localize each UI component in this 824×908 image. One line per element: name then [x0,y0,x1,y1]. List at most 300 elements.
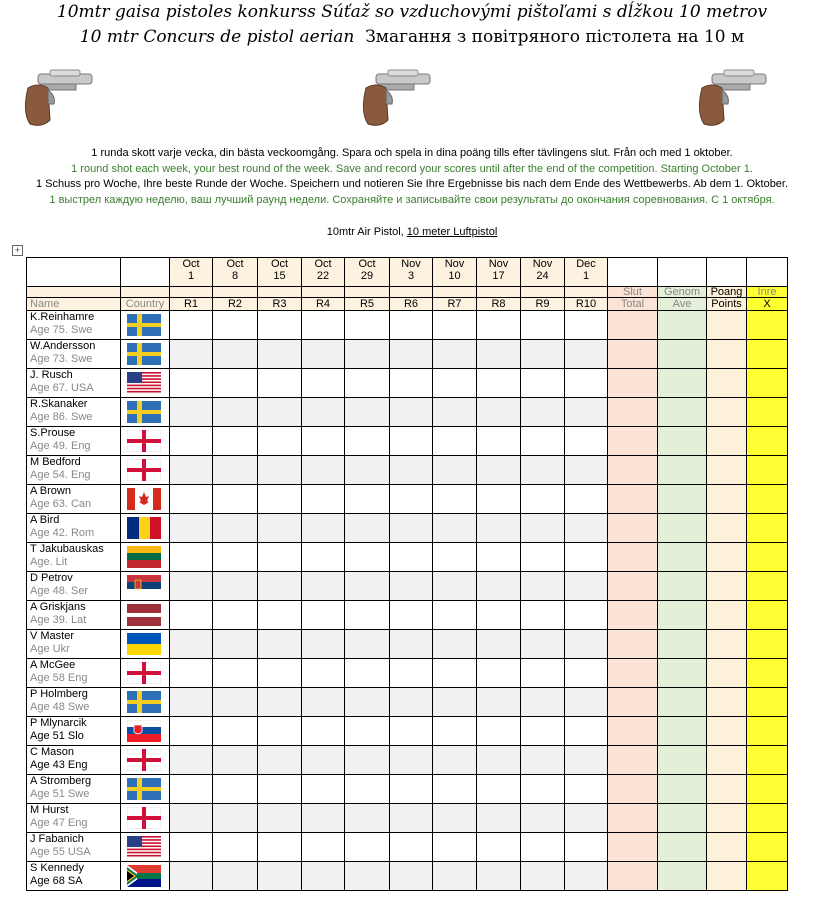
score-cell[interactable] [477,514,521,543]
score-cell[interactable] [258,369,302,398]
score-cell[interactable] [345,485,390,514]
score-cell[interactable] [213,601,258,630]
x-count-cell[interactable] [747,427,788,456]
score-cell[interactable] [302,601,345,630]
score-cell[interactable] [433,630,477,659]
ave-cell[interactable] [658,485,707,514]
score-cell[interactable] [390,601,433,630]
score-cell[interactable] [390,456,433,485]
score-cell[interactable] [477,340,521,369]
score-cell[interactable] [258,543,302,572]
score-cell[interactable] [170,311,213,340]
score-cell[interactable] [345,659,390,688]
score-cell[interactable] [433,746,477,775]
score-cell[interactable] [565,775,608,804]
ave-cell[interactable] [658,688,707,717]
ave-cell[interactable] [658,369,707,398]
score-cell[interactable] [170,514,213,543]
score-cell[interactable] [521,398,565,427]
x-count-cell[interactable] [747,659,788,688]
score-cell[interactable] [477,311,521,340]
score-cell[interactable] [433,514,477,543]
total-cell[interactable] [608,311,658,340]
score-cell[interactable] [477,775,521,804]
score-cell[interactable] [565,717,608,746]
score-cell[interactable] [345,601,390,630]
points-cell[interactable] [707,456,747,485]
x-count-cell[interactable] [747,833,788,862]
score-cell[interactable] [345,833,390,862]
ave-cell[interactable] [658,340,707,369]
score-cell[interactable] [390,775,433,804]
x-count-cell[interactable] [747,688,788,717]
score-cell[interactable] [521,572,565,601]
score-cell[interactable] [521,485,565,514]
score-cell[interactable] [565,688,608,717]
ave-cell[interactable] [658,427,707,456]
total-cell[interactable] [608,456,658,485]
total-cell[interactable] [608,717,658,746]
ave-cell[interactable] [658,746,707,775]
date-day: 1 [187,270,195,282]
x-count-cell[interactable] [747,601,788,630]
x-count-cell[interactable] [747,630,788,659]
score-cell[interactable] [258,485,302,514]
score-cell[interactable] [433,398,477,427]
score-cell[interactable] [390,311,433,340]
score-cell[interactable] [565,398,608,427]
score-cell[interactable] [213,630,258,659]
score-cell[interactable] [521,514,565,543]
score-cell[interactable] [565,485,608,514]
score-cell[interactable] [390,746,433,775]
score-cell[interactable] [258,601,302,630]
score-cell[interactable] [433,369,477,398]
points-cell[interactable] [707,717,747,746]
score-cell[interactable] [170,601,213,630]
score-cell[interactable] [521,340,565,369]
x-count-cell[interactable] [747,514,788,543]
score-cell[interactable] [258,311,302,340]
score-cell[interactable] [170,456,213,485]
score-cell[interactable] [170,485,213,514]
score-cell[interactable] [521,601,565,630]
score-cell[interactable] [213,311,258,340]
score-cell[interactable] [477,630,521,659]
score-cell[interactable] [302,717,345,746]
score-cell[interactable] [213,659,258,688]
score-cell[interactable] [170,543,213,572]
score-cell[interactable] [477,543,521,572]
player-name: A McGee [30,659,76,671]
points-cell[interactable] [707,398,747,427]
points-cell[interactable] [707,862,747,891]
score-cell[interactable] [345,427,390,456]
score-cell[interactable] [521,688,565,717]
score-cell[interactable] [433,717,477,746]
score-cell[interactable] [345,688,390,717]
total-cell[interactable] [608,485,658,514]
score-cell[interactable] [258,804,302,833]
score-cell[interactable] [170,340,213,369]
score-cell[interactable] [433,688,477,717]
score-cell[interactable] [565,369,608,398]
date-month: Oct [314,258,332,270]
score-cell[interactable] [433,833,477,862]
score-cell[interactable] [302,804,345,833]
score-cell[interactable] [170,746,213,775]
score-cell[interactable] [390,688,433,717]
score-cell[interactable] [258,688,302,717]
x-count-cell[interactable] [747,775,788,804]
score-cell[interactable] [521,775,565,804]
score-cell[interactable] [390,572,433,601]
score-cell[interactable] [477,369,521,398]
score-cell[interactable] [477,485,521,514]
score-cell[interactable] [258,630,302,659]
score-cell[interactable] [390,717,433,746]
score-cell[interactable] [390,630,433,659]
score-cell[interactable] [521,804,565,833]
player-row [27,485,788,514]
points-cell[interactable] [707,514,747,543]
score-cell[interactable] [433,427,477,456]
score-cell[interactable] [170,717,213,746]
score-cell[interactable] [170,369,213,398]
points-cell[interactable] [707,659,747,688]
total-cell[interactable] [608,398,658,427]
score-cell[interactable] [565,804,608,833]
score-cell[interactable] [213,514,258,543]
table-move-handle[interactable]: + [12,245,23,256]
score-cell[interactable] [521,543,565,572]
score-cell[interactable] [170,833,213,862]
subtitle-swedish: 10 meter Luftpistol [406,226,498,238]
score-cell[interactable] [345,746,390,775]
score-cell[interactable] [258,833,302,862]
score-cell[interactable] [213,369,258,398]
total-cell[interactable] [608,862,658,891]
ave-cell[interactable] [658,659,707,688]
score-cell[interactable] [477,456,521,485]
score-cell[interactable] [258,427,302,456]
ave-cell[interactable] [658,514,707,543]
england-flag [127,662,161,684]
score-cell[interactable] [170,630,213,659]
score-cell[interactable] [302,485,345,514]
total-cell[interactable] [608,543,658,572]
ave-cell[interactable] [658,398,707,427]
score-cell[interactable] [302,456,345,485]
total-cell[interactable] [608,775,658,804]
score-cell[interactable] [258,572,302,601]
score-cell[interactable] [433,659,477,688]
score-cell[interactable] [433,572,477,601]
score-cell[interactable] [521,862,565,891]
points-cell[interactable] [707,775,747,804]
score-cell[interactable] [521,630,565,659]
score-cell[interactable] [302,369,345,398]
score-cell[interactable] [302,572,345,601]
score-cell[interactable] [565,543,608,572]
total-cell[interactable] [608,427,658,456]
score-cell[interactable] [258,398,302,427]
total-header-label: Slut [608,287,658,298]
score-cell[interactable] [345,775,390,804]
score-cell[interactable] [302,833,345,862]
score-cell[interactable] [170,427,213,456]
ave-cell[interactable] [658,601,707,630]
score-cell[interactable] [565,340,608,369]
score-cell[interactable] [521,833,565,862]
score-cell[interactable] [170,688,213,717]
score-cell[interactable] [521,746,565,775]
ave-cell[interactable] [658,456,707,485]
score-cell[interactable] [345,369,390,398]
score-cell[interactable] [345,543,390,572]
score-cell[interactable] [390,485,433,514]
score-cell[interactable] [213,485,258,514]
total-cell[interactable] [608,601,658,630]
score-cell[interactable] [170,659,213,688]
score-cell[interactable] [213,398,258,427]
score-cell[interactable] [258,659,302,688]
total-cell[interactable] [608,572,658,601]
x-count-cell[interactable] [747,398,788,427]
score-cell[interactable] [302,427,345,456]
score-cell[interactable] [213,543,258,572]
points-cell[interactable] [707,746,747,775]
x-count-cell[interactable] [747,862,788,891]
summary-header-row [27,287,788,298]
points-cell[interactable] [707,369,747,398]
x-count-cell[interactable] [747,543,788,572]
score-cell[interactable] [345,456,390,485]
total-cell[interactable] [608,340,658,369]
title-ukrainian: Змагання з повітряного пістолета на 10 м [365,27,745,47]
score-cell[interactable] [170,862,213,891]
score-cell[interactable] [390,369,433,398]
round-column-header: R2 [213,298,258,311]
total-cell[interactable] [608,514,658,543]
score-cell[interactable] [170,804,213,833]
score-cell[interactable] [213,804,258,833]
score-cell[interactable] [390,340,433,369]
score-cell[interactable] [565,572,608,601]
score-cell[interactable] [302,398,345,427]
ave-cell[interactable] [658,833,707,862]
score-cell[interactable] [433,601,477,630]
score-cell[interactable] [477,659,521,688]
score-cell[interactable] [390,833,433,862]
score-cell[interactable] [433,311,477,340]
score-cell[interactable] [345,340,390,369]
score-cell[interactable] [258,746,302,775]
score-cell[interactable] [213,862,258,891]
ave-cell[interactable] [658,630,707,659]
score-cell[interactable] [213,572,258,601]
score-cell[interactable] [565,601,608,630]
score-cell[interactable] [565,659,608,688]
x-count-cell[interactable] [747,311,788,340]
ave-cell[interactable] [658,717,707,746]
score-cell[interactable] [345,717,390,746]
player-row [27,746,788,775]
score-cell[interactable] [302,688,345,717]
score-cell[interactable] [302,543,345,572]
x-count-cell[interactable] [747,804,788,833]
score-cell[interactable] [170,572,213,601]
score-cell[interactable] [521,427,565,456]
score-cell[interactable] [302,659,345,688]
blank-header-cell [345,287,390,298]
score-cell[interactable] [477,717,521,746]
score-cell[interactable] [433,456,477,485]
score-cell[interactable] [390,427,433,456]
score-cell[interactable] [433,862,477,891]
total-cell[interactable] [608,804,658,833]
score-cell[interactable] [258,340,302,369]
points-cell[interactable] [707,485,747,514]
score-cell[interactable] [345,630,390,659]
score-cell[interactable] [433,485,477,514]
score-cell[interactable] [258,862,302,891]
score-cell[interactable] [390,398,433,427]
points-cell[interactable] [707,630,747,659]
score-cell[interactable] [390,862,433,891]
date-header [345,258,390,287]
ave-cell[interactable] [658,572,707,601]
score-cell[interactable] [521,717,565,746]
ave-cell[interactable] [658,804,707,833]
ave-cell[interactable] [658,775,707,804]
score-cell[interactable] [213,746,258,775]
player-country-cell [121,456,170,485]
score-cell[interactable] [258,456,302,485]
score-cell[interactable] [477,746,521,775]
score-cell[interactable] [565,862,608,891]
score-cell[interactable] [213,427,258,456]
score-cell[interactable] [433,775,477,804]
score-cell[interactable] [258,717,302,746]
x-count-cell[interactable] [747,340,788,369]
total-cell[interactable] [608,659,658,688]
score-cell[interactable] [258,514,302,543]
total-cell[interactable] [608,630,658,659]
points-cell[interactable] [707,688,747,717]
score-cell[interactable] [302,630,345,659]
player-country-cell [121,427,170,456]
score-cell[interactable] [565,630,608,659]
ave-cell[interactable] [658,543,707,572]
score-cell[interactable] [302,340,345,369]
points-cell[interactable] [707,833,747,862]
points-cell[interactable] [707,543,747,572]
points-cell[interactable] [707,601,747,630]
x-count-cell[interactable] [747,456,788,485]
score-cell[interactable] [302,311,345,340]
points-cell[interactable] [707,340,747,369]
score-cell[interactable] [345,311,390,340]
score-cell[interactable] [302,862,345,891]
total-cell[interactable] [608,746,658,775]
score-cell[interactable] [302,775,345,804]
score-cell[interactable] [213,717,258,746]
score-cell[interactable] [213,456,258,485]
total-cell[interactable] [608,833,658,862]
score-cell[interactable] [213,775,258,804]
score-cell[interactable] [565,514,608,543]
round-column-header: R9 [521,298,565,311]
sweden-flag [127,401,161,423]
score-cell[interactable] [565,746,608,775]
x-count-cell[interactable] [747,746,788,775]
x-count-cell[interactable] [747,485,788,514]
ave-cell[interactable] [658,311,707,340]
score-cell[interactable] [345,514,390,543]
score-cell[interactable] [302,514,345,543]
score-cell[interactable] [390,543,433,572]
score-cell[interactable] [345,572,390,601]
score-cell[interactable] [345,862,390,891]
score-cell[interactable] [565,311,608,340]
score-cell[interactable] [521,311,565,340]
score-cell[interactable] [477,833,521,862]
points-cell[interactable] [707,427,747,456]
score-cell[interactable] [213,688,258,717]
score-cell[interactable] [345,804,390,833]
total-cell[interactable] [608,688,658,717]
score-cell[interactable] [170,398,213,427]
score-cell[interactable] [302,746,345,775]
score-cell[interactable] [521,456,565,485]
score-cell[interactable] [390,804,433,833]
score-cell[interactable] [521,369,565,398]
score-cell[interactable] [433,804,477,833]
score-cell[interactable] [213,340,258,369]
x-count-cell[interactable] [747,717,788,746]
score-cell[interactable] [170,775,213,804]
score-cell[interactable] [477,862,521,891]
points-cell[interactable] [707,804,747,833]
score-cell[interactable] [477,427,521,456]
score-cell[interactable] [477,804,521,833]
score-cell[interactable] [390,659,433,688]
score-cell[interactable] [521,659,565,688]
player-row [27,862,788,891]
points-cell[interactable] [707,311,747,340]
ave-cell[interactable] [658,862,707,891]
score-cell[interactable] [477,601,521,630]
score-cell[interactable] [565,427,608,456]
score-cell[interactable] [477,398,521,427]
points-cell[interactable] [707,572,747,601]
score-cell[interactable] [258,775,302,804]
score-cell[interactable] [433,543,477,572]
score-cell[interactable] [565,456,608,485]
score-cell[interactable] [433,340,477,369]
score-cell[interactable] [345,398,390,427]
player-country-cell [121,514,170,543]
x-count-cell[interactable] [747,572,788,601]
x-count-cell[interactable] [747,369,788,398]
total-cell[interactable] [608,369,658,398]
score-cell[interactable] [213,833,258,862]
score-cell[interactable] [565,833,608,862]
score-cell[interactable] [477,688,521,717]
score-cell[interactable] [390,514,433,543]
score-cell[interactable] [477,572,521,601]
